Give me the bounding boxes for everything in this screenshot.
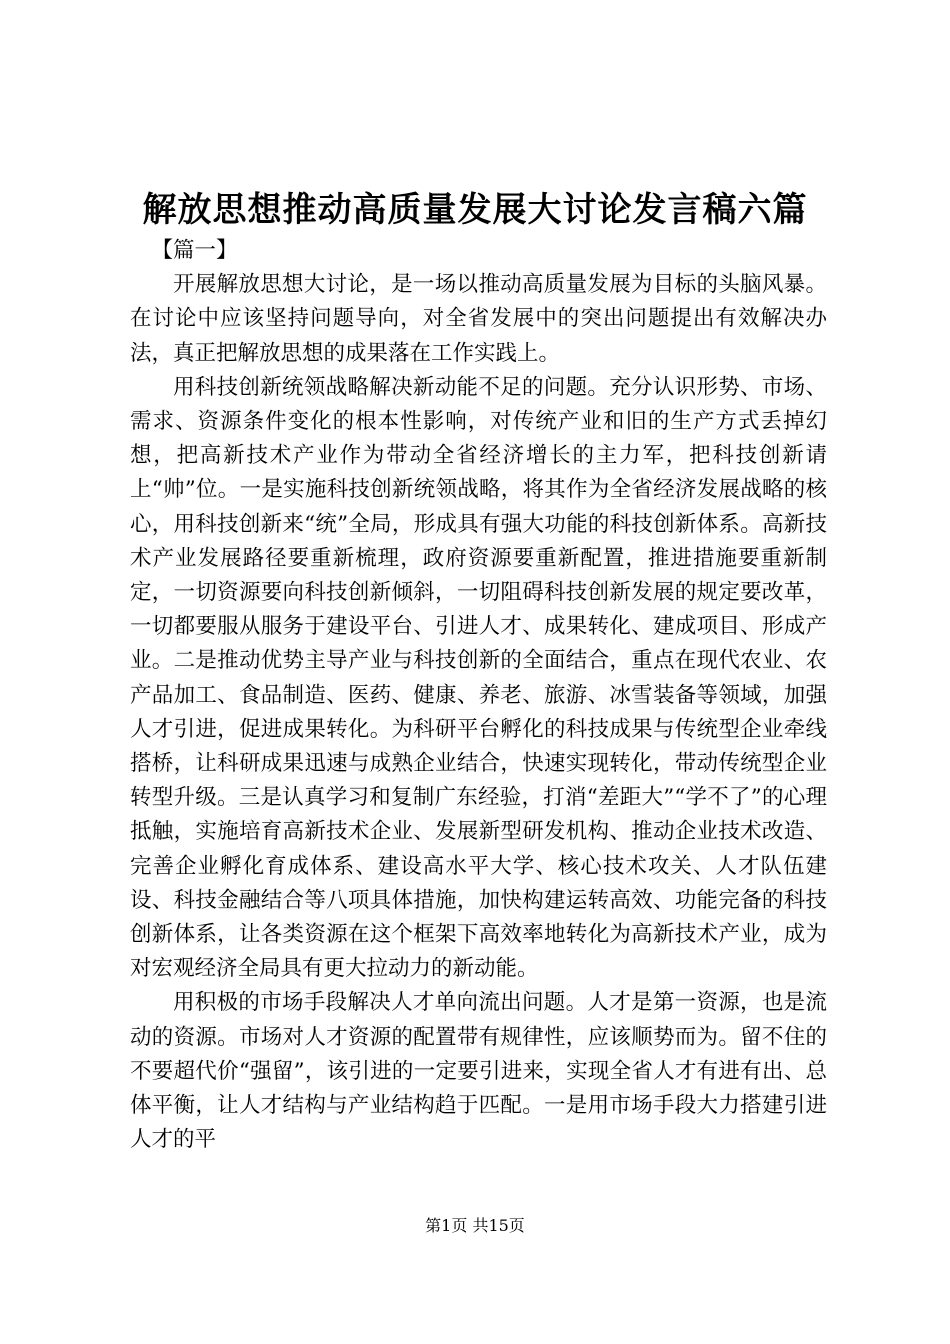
page-footer: 第1页 共15页 xyxy=(425,1216,525,1235)
paragraph: 用积极的市场手段解决人才单向流出问题。人才是第一资源，也是流动的资源。市场对人才资源的配置带有规律性，应该顺势而为。留不住的不要超代价“强留”，该引进的一定要引进来，实现全省人才有进有出、总体平衡，让人才结构与产业结构趋于匹配。一是用市场手段大力搭建引进人才的平 xyxy=(130,990,827,1153)
paragraph: 开展解放思想大讨论，是一场以推动高质量发展为目标的头脑风暴。在讨论中应该坚持问题导向，对全省发展中的突出问题提出有效解决办法，真正把解放思想的成果落在工作实践上。 xyxy=(130,272,827,366)
paragraph: 用科技创新统领战略解决新动能不足的问题。充分认识形势、市场、需求、资源条件变化的根本性影响，对传统产业和旧的生产方式丢掉幻想，把高新技术产业作为带动全省经济增长的主力军，把科技创新请上“帅”位。一是实施科技创新统领战略，将其作为全省经济发展战略的核心，用科技创新来“统”全局，形成具有强大功能的科技创新体系。高新技术产业发展路径要重新梳理，政府资源要重新配置，推进措施要重新制定，一切资源要向科技创新倾斜，一切阻碍科技创新发展的规定要改革，一切都要服从服务于建设平台、引进人才、成果转化、建成项目、形成产业。二是推动优势主导产业与科技创新的全面结合，重点在现代农业、农产品加工、食品制造、医药、健康、养老、旅游、冰雪装备等领域，加强人才引进，促进成果转化。为科研平台孵化的科技成果与传统型企业牵线搭桥，让科研成果迅速与成熟企业结合，快速实现转化，带动传统型企业转型升级。三是认真学习和复制广东经验，打消“差距大”“学不了”的心理抵触，实施培育高新技术企业、发展新型研发机构、推动企业技术改造、完善企业孵化育成体系、建设高水平大学、核心技术攻关、人才队伍建设、科技金融结合等八项具体措施，加快构建运转高效、功能完备的科技创新体系，让各类资源在这个框架下高效率地转化为高新技术产业，成为对宏观经济全局具有更大拉动力的新动能。 xyxy=(130,374,827,982)
document-body xyxy=(130,234,827,1157)
section-heading: 【篇一】 xyxy=(151,238,238,263)
document-title: 解放思想推动高质量发展大讨论发言稿六篇 xyxy=(142,190,808,230)
